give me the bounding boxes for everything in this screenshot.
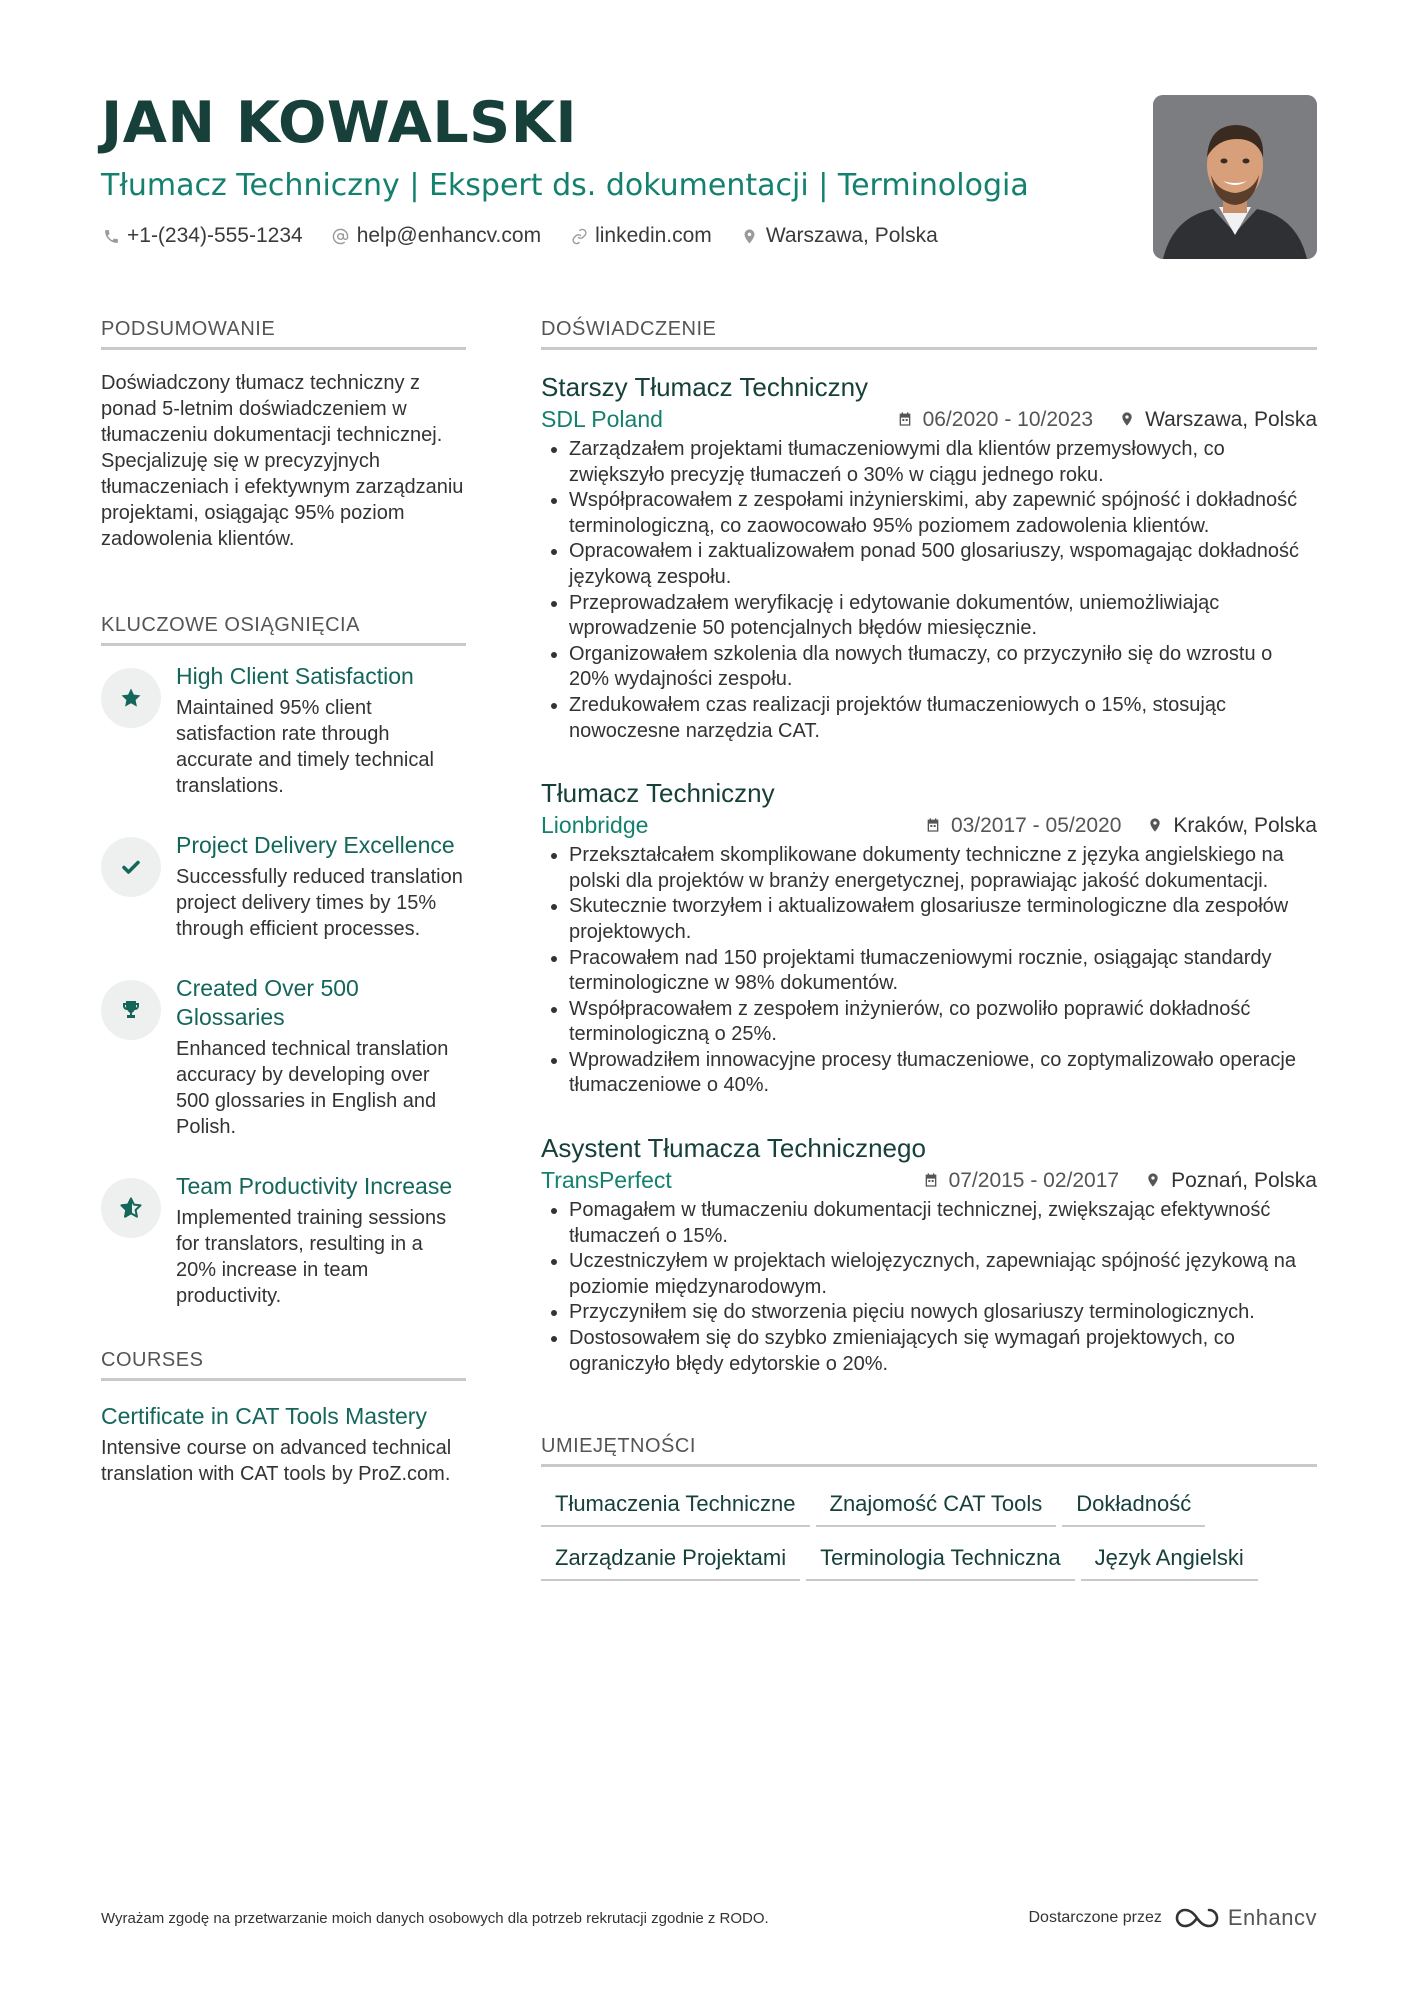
job-entry bbox=[541, 776, 1317, 1099]
link-icon bbox=[569, 226, 589, 246]
job-bullet: • Organizowałem szkolenia dla nowych tłumaczy, co przyczyniło się do wzrostu o 20% wydajności zespołu. bbox=[569, 642, 1317, 693]
calendar-icon bbox=[925, 817, 943, 835]
job-entry bbox=[541, 370, 1317, 744]
job-bullet: • Zarządzałem projektami tłumaczeniowymi dla klientów przemysłowych, co zwiększyło precyzję tłumaczeń o 30% w ciągu jednego roku. bbox=[569, 437, 1317, 488]
skill-tag: Język Angielski bbox=[1081, 1541, 1258, 1581]
achievement-item bbox=[101, 662, 466, 799]
enhancv-logo bbox=[1174, 1905, 1317, 1931]
contact-email[interactable] bbox=[331, 224, 541, 248]
job-bullets bbox=[541, 843, 1317, 1099]
location-icon bbox=[1145, 1172, 1163, 1190]
job-location-text: Poznań, Polska bbox=[1171, 1168, 1317, 1192]
header bbox=[101, 90, 1151, 248]
job-bullet: • Współpracowałem z zespołem inżynierów, co pozwoliło poprawić dokładność terminologiczną o 25%. bbox=[569, 997, 1317, 1048]
job-title: Asystent Tłumacza Technicznego bbox=[541, 1133, 926, 1164]
achievements-section bbox=[101, 614, 466, 1309]
job-bullet: • Pomagałem w tłumaczeniu dokumentacji technicznej, zwiększając efektywność tłumaczeń o 15%. bbox=[569, 1198, 1317, 1249]
trophy-icon bbox=[101, 980, 161, 1040]
job-location bbox=[1145, 1169, 1317, 1193]
skills-heading: UMIEJĘTNOŚCI bbox=[541, 1435, 1317, 1467]
phone-icon bbox=[101, 226, 121, 246]
provided-by[interactable] bbox=[1028, 1905, 1317, 1931]
job-bullet: • Uczestniczyłem w projektach wielojęzycznych, zapewniając spójność językową na poziomie międzynarodowym. bbox=[569, 1249, 1317, 1300]
check-icon bbox=[101, 837, 161, 897]
achievement-desc: Implemented training sessions for translators, resulting in a 20% increase in team productivity. bbox=[176, 1207, 447, 1307]
contact-email-text: help@enhancv.com bbox=[356, 224, 542, 247]
job-meta bbox=[541, 812, 1317, 839]
profile-photo bbox=[1153, 95, 1317, 259]
achievements-heading: KLUCZOWE OSIĄGNIĘCIA bbox=[101, 614, 466, 646]
job-dates bbox=[897, 408, 1093, 432]
contact-list bbox=[101, 224, 1151, 248]
job-location bbox=[1119, 408, 1317, 432]
star-half-icon bbox=[101, 1178, 161, 1238]
contact-linkedin-text: linkedin.com bbox=[595, 224, 712, 247]
contact-phone-text: +1-(234)-555-1234 bbox=[127, 224, 303, 247]
company-name: Lionbridge bbox=[541, 812, 649, 839]
job-bullets bbox=[541, 1198, 1317, 1377]
achievement-desc: Maintained 95% client satisfaction rate through accurate and timely technical translations. bbox=[176, 697, 434, 797]
candidate-tagline: Tłumacz Techniczny | Ekspert ds. dokumentacji | Terminologia bbox=[101, 168, 1029, 203]
experience-heading: DOŚWIADCZENIE bbox=[541, 318, 1317, 350]
job-bullet: • Zredukowałem czas realizacji projektów tłumaczeniowych o 15%, stosując nowoczesne narzędzia CAT. bbox=[569, 693, 1317, 744]
job-dates-text: 03/2017 - 05/2020 bbox=[950, 813, 1122, 837]
course-title: Certificate in CAT Tools Mastery bbox=[101, 1403, 427, 1429]
calendar-icon bbox=[923, 1172, 941, 1190]
job-location-text: Warszawa, Polska bbox=[1145, 407, 1317, 431]
achievements-list bbox=[101, 662, 466, 1309]
job-title: Tłumacz Techniczny bbox=[541, 778, 775, 809]
location-icon bbox=[1119, 411, 1137, 429]
achievement-item bbox=[101, 1172, 466, 1309]
skill-tag: Dokładność bbox=[1062, 1487, 1205, 1527]
achievement-title: High Client Satisfaction bbox=[176, 663, 414, 689]
achievement-desc: Successfully reduced translation project delivery times by 15% through efficient processes. bbox=[176, 866, 463, 940]
right-column bbox=[541, 318, 1317, 1581]
job-bullet: • Przeprowadzałem weryfikację i edytowanie dokumentów, uniemożliwiając wprowadzenie 50 potencjalnych błędów miesięcznie. bbox=[569, 591, 1317, 642]
star-icon bbox=[101, 668, 161, 728]
achievement-title: Team Productivity Increase bbox=[176, 1173, 453, 1199]
location-icon bbox=[1147, 817, 1165, 835]
job-bullets bbox=[541, 437, 1317, 744]
job-dates-text: 06/2020 - 10/2023 bbox=[922, 407, 1094, 431]
at-icon bbox=[331, 226, 351, 246]
brand-name: Enhancv bbox=[1227, 1905, 1317, 1930]
achievement-title: Project Delivery Excellence bbox=[176, 832, 455, 858]
left-column bbox=[101, 318, 466, 1487]
job-bullet: • Przekształcałem skomplikowane dokumenty techniczne z języka angielskiego na polski dla projektów w branży energetycznej, poprawiając jakość dokumentacji. bbox=[569, 843, 1317, 894]
job-bullet: • Przyczyniłem się do stworzenia pięciu nowych glosariuszy terminologicznych. bbox=[569, 1300, 1317, 1326]
achievement-desc: Enhanced technical translation accuracy by developing over 500 glossaries in English and Polish. bbox=[176, 1038, 449, 1138]
job-bullet: • Pracowałem nad 150 projektami tłumaczeniowymi rocznie, osiągając standardy terminologiczne w 98% dokumentów. bbox=[569, 946, 1317, 997]
summary-heading: PODSUMOWANIE bbox=[101, 318, 466, 350]
skill-tag: Terminologia Techniczna bbox=[806, 1541, 1075, 1581]
contact-phone[interactable] bbox=[101, 224, 303, 248]
skills-list bbox=[541, 1487, 1317, 1581]
achievement-item bbox=[101, 831, 466, 942]
calendar-icon bbox=[897, 411, 915, 429]
job-bullet: • Wprowadziłem innowacyjne procesy tłumaczeniowe, co zoptymalizowało operacje tłumaczeniowe o 40%. bbox=[569, 1048, 1317, 1099]
job-bullet: • Współpracowałem z zespołami inżynierskimi, aby zapewnić spójność i dokładność terminologiczną, co zaowocowało 95% poziomem zadowolenia klientów. bbox=[569, 488, 1317, 539]
job-dates-text: 07/2015 - 02/2017 bbox=[948, 1168, 1120, 1192]
job-bullet: • Opracowałem i zaktualizowałem ponad 500 glosariuszy, wspomagając dokładność językową zespołu. bbox=[569, 539, 1317, 590]
summary-section bbox=[101, 318, 466, 552]
skill-tag: Tłumaczenia Techniczne bbox=[541, 1487, 810, 1527]
infinity-logo-icon bbox=[1174, 1906, 1220, 1930]
gdpr-consent: Wyrażam zgodę na przetwarzanie moich danych osobowych dla potrzeb rekrutacji zgodnie z RODO. bbox=[101, 1909, 769, 1927]
skill-tag: Zarządzanie Projektami bbox=[541, 1541, 800, 1581]
courses-section bbox=[101, 1349, 466, 1487]
contact-location bbox=[740, 224, 938, 248]
job-bullet: • Dostosowałem się do szybko zmieniających się wymagań projektowych, co ograniczyło błędy edytorskie o 20%. bbox=[569, 1326, 1317, 1377]
skill-tag: Znajomość CAT Tools bbox=[816, 1487, 1057, 1527]
job-title: Starszy Tłumacz Techniczny bbox=[541, 372, 869, 402]
candidate-name: JAN KOWALSKI bbox=[101, 90, 578, 156]
job-dates bbox=[925, 814, 1121, 838]
job-entry bbox=[541, 1131, 1317, 1377]
footer bbox=[101, 1905, 1317, 1931]
company-name: TransPerfect bbox=[541, 1167, 672, 1194]
skills-section bbox=[541, 1435, 1317, 1581]
course-desc: Intensive course on advanced technical translation with CAT tools by ProZ.com. bbox=[101, 1437, 452, 1485]
job-meta bbox=[541, 1167, 1317, 1194]
job-dates bbox=[923, 1169, 1119, 1193]
company-name: SDL Poland bbox=[541, 406, 663, 432]
job-bullet: • Skutecznie tworzyłem i aktualizowałem glosariusze terminologiczne dla zespołów projektowych. bbox=[569, 894, 1317, 945]
courses-heading: COURSES bbox=[101, 1349, 466, 1381]
job-location bbox=[1147, 814, 1317, 838]
job-location-text: Kraków, Polska bbox=[1173, 813, 1317, 837]
achievement-title: Created Over 500 Glossaries bbox=[176, 975, 359, 1030]
location-icon bbox=[740, 226, 760, 246]
contact-location-text: Warszawa, Polska bbox=[765, 224, 938, 247]
job-meta bbox=[541, 406, 1317, 433]
contact-linkedin[interactable] bbox=[569, 224, 712, 248]
achievement-item bbox=[101, 974, 466, 1140]
summary-text: Doświadczony tłumacz techniczny z ponad 5-letnim doświadczeniem w tłumaczeniu dokumentacji technicznej. Specjalizuję się w precyzyjnych tłumaczeniach i efektywnym zarządzaniu projektami, osiągając 95% poziom zadowolenia klientów. bbox=[101, 372, 464, 550]
provided-by-label: Dostarczone przez bbox=[1028, 1909, 1162, 1926]
